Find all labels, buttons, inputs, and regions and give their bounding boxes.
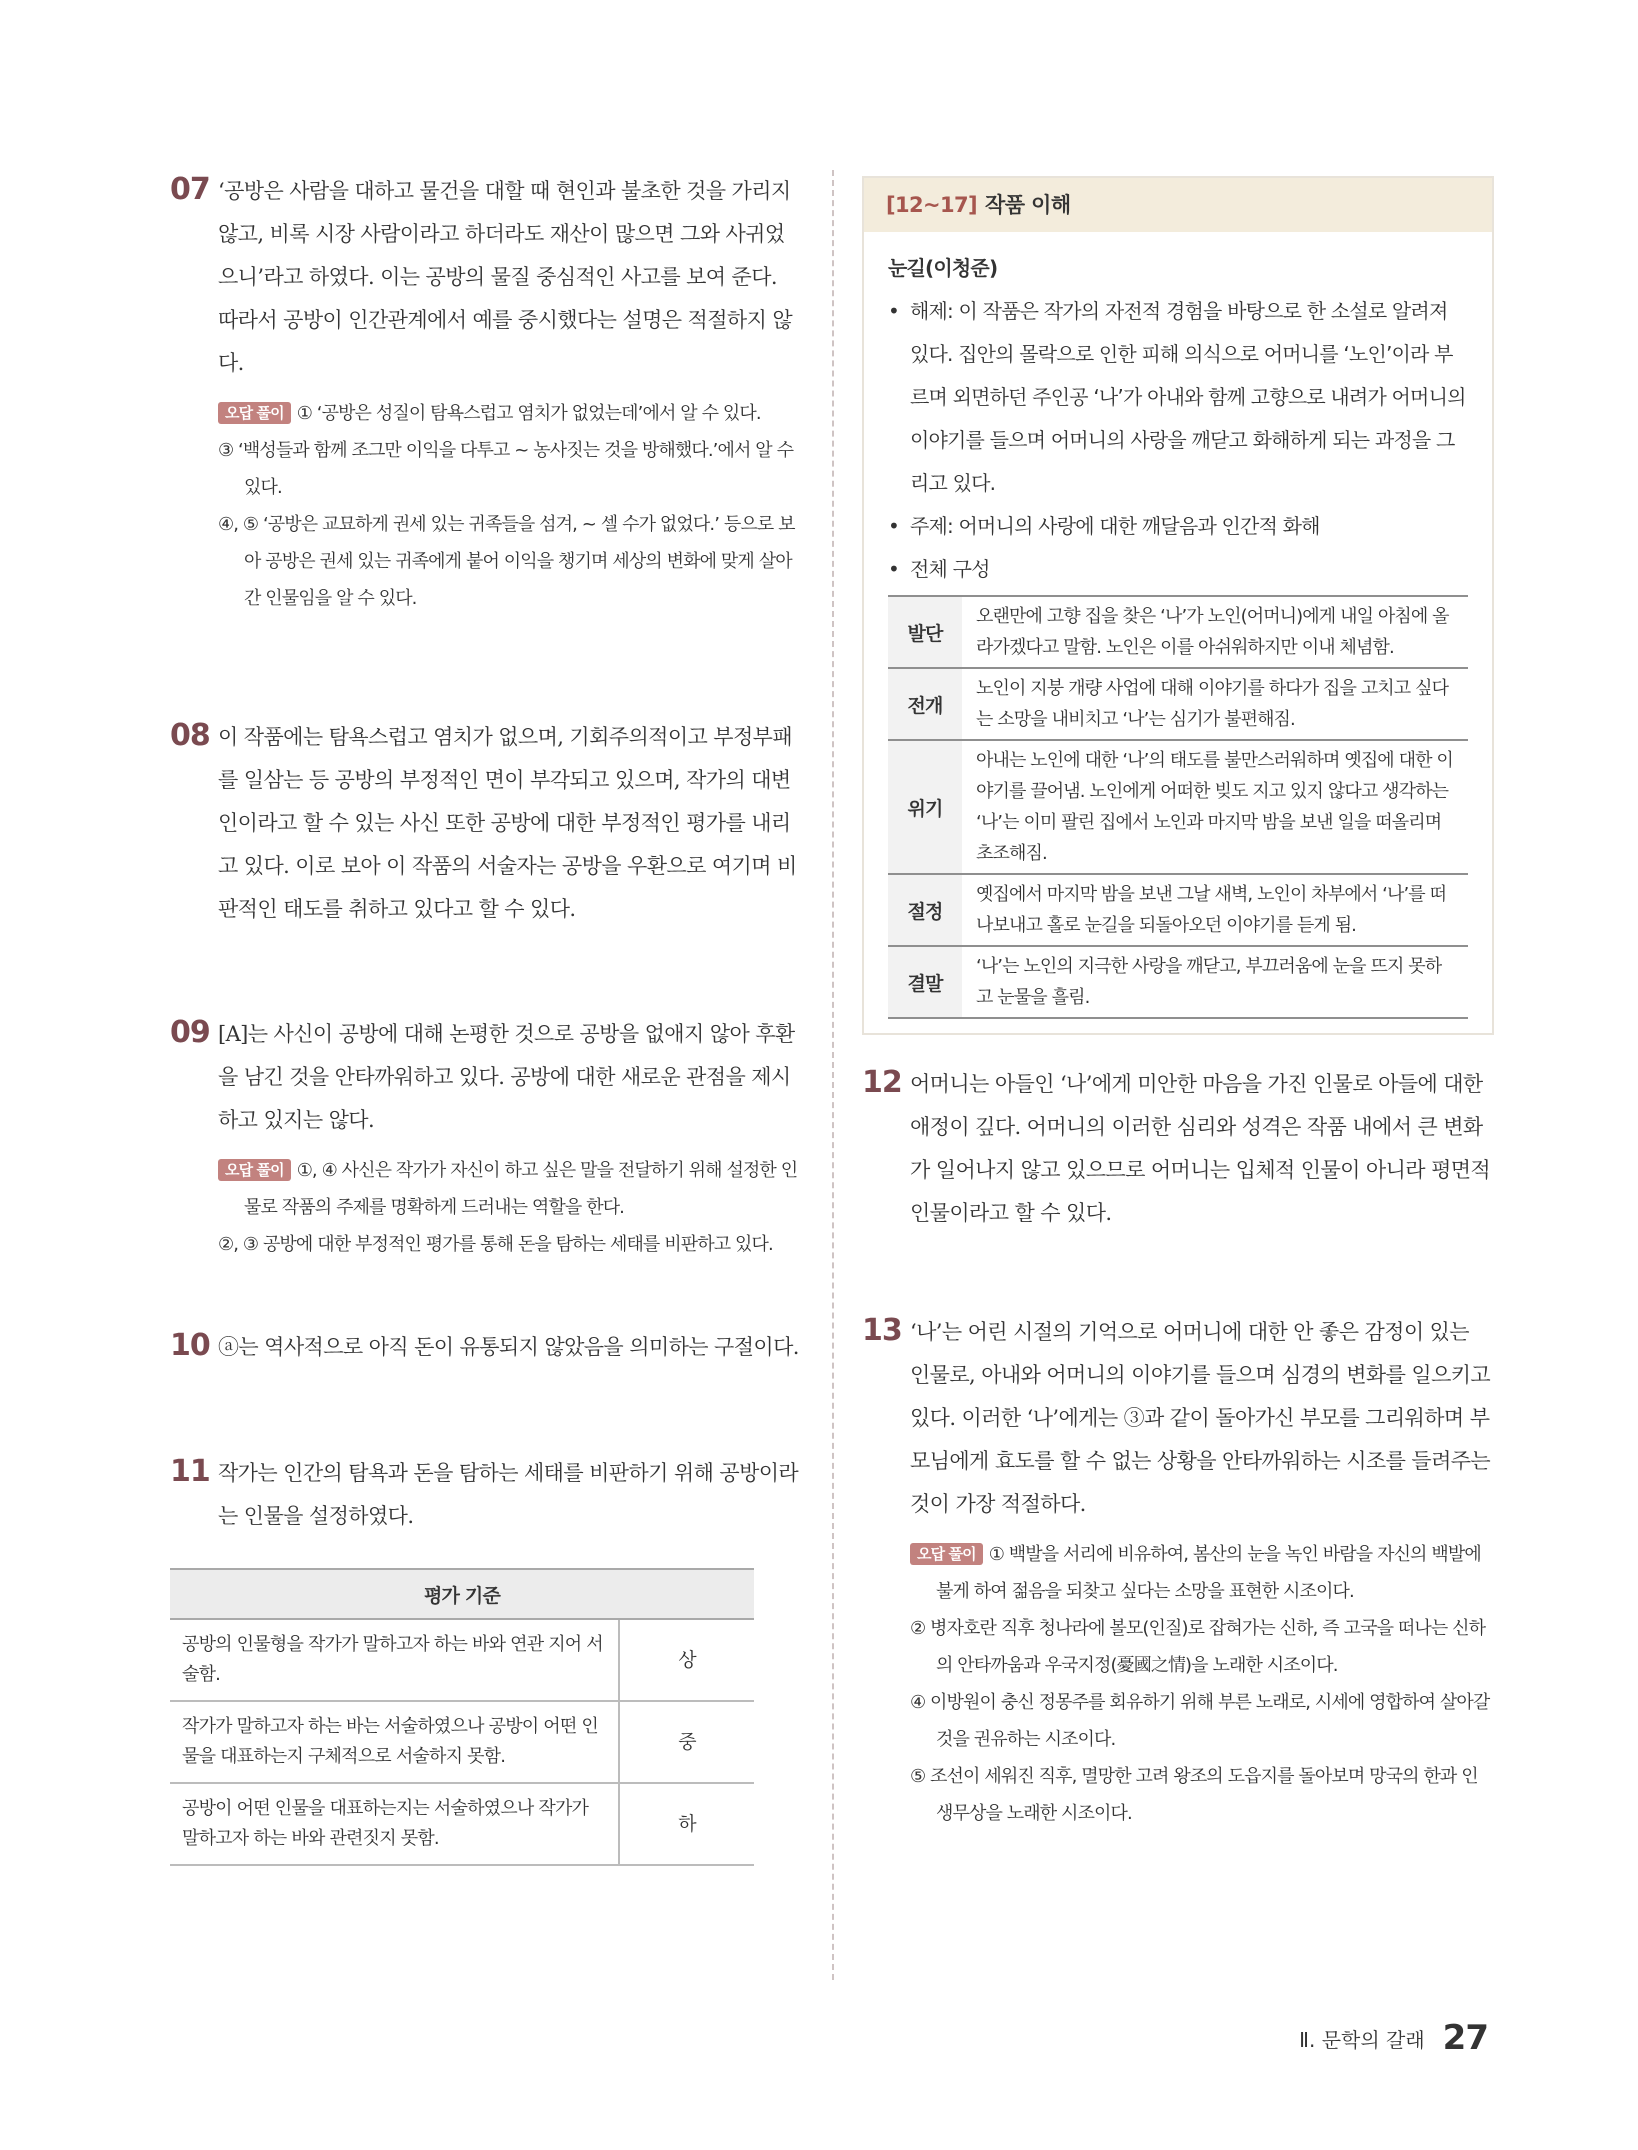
question-range: [12~17]	[886, 193, 978, 217]
stage-cell: 위기	[888, 740, 962, 874]
explanation-item: ④, ⑤ ‘공방은 교묘하게 권세 있는 귀족들을 섬겨, ~ 셀 수가 없었다.’ 등으로 보아 공방은 권세 있는 귀족에게 붙어 이익을 챙기며 세상의 변화에 맞게 살아간 인물임을 알 수 있다.	[218, 514, 795, 609]
theme: 주제: 어머니의 사랑에 대한 깨달음과 인간적 화해	[910, 514, 1320, 538]
explanation-item: ⑤ 조선이 세워진 직후, 멸망한 고려 왕조의 도읍지를 돌아보며 망국의 한과 인생무상을 노래한 시조이다.	[910, 1766, 1478, 1824]
question-text: 어머니는 아들인 ‘나’에게 미안한 마음을 가진 인물로 아들에 대한 애정이 깊다. 어머니의 이러한 심리와 성격은 작품 내에서 큰 변화가 일어나지 않고 있으므로 어머니는 입체적 인물이 아니라 평면적 인물이라고 할 수 있다.	[910, 1072, 1491, 1225]
question-number: 12	[862, 1065, 902, 1100]
explanation-item: ① ‘공방은 성질이 탐욕스럽고 염치가 없었는데’에서 알 수 있다.	[296, 403, 761, 424]
question-text: ‘공방은 사람을 대하고 물건을 대할 때 현인과 불초한 것을 가리지 않고, 비록 시장 사람이라고 하더라도 재산이 많으면 그와 사귀었으니’라고 하였다. 이는 공방의 물질 중심적인 사고를 보여 준다. 따라서 공방이 인간관계에서 예를 중시했다는 설명은 적절하지 않다.	[218, 179, 793, 375]
grade-cell: 상	[619, 1619, 754, 1701]
stage-desc: 오랜만에 고향 집을 찾은 ‘나’가 노인(어머니)에게 내일 아침에 올라가겠다고 말함. 노인은 이를 아쉬워하지만 이내 체념함.	[976, 606, 1449, 658]
page-footer	[1299, 2018, 1488, 2058]
table-row	[888, 874, 1468, 946]
page-number: 27	[1442, 2018, 1488, 2058]
question-10	[170, 1326, 802, 1452]
wrong-answer-explanation	[218, 395, 802, 617]
criterion-cell: 작가가 말하고자 하는 바는 서술하였으나 공방이 어떤 인물을 대표하는지 구체적으로 서술하지 못함.	[170, 1701, 619, 1783]
bullet-icon: •	[888, 557, 899, 581]
work-title: 눈길(이청준)	[888, 256, 998, 280]
evaluation-table	[170, 1568, 754, 1866]
question-09	[170, 1013, 802, 1326]
work-understanding-box	[862, 176, 1494, 1035]
question-text: [A]는 사신이 공방에 대해 논평한 것으로 공방을 없애지 않아 후환을 남긴 것을 안타까워하고 있다. 공방에 대한 새로운 관점을 제시하고 있지는 않다.	[218, 1022, 795, 1132]
explanation-item: ④ 이방원이 충신 정몽주를 회유하기 위해 부른 노래로, 시세에 영합하여 살아갈 것을 권유하는 시조이다.	[910, 1692, 1490, 1750]
commentary: 해제: 이 작품은 작가의 자전적 경험을 바탕으로 한 소설로 알려져 있다. 집안의 몰락으로 인한 피해 의식으로 어머니를 ‘노인’이라 부르며 외면하던 주인공 ‘나’가 아내와 함께 고향으로 내려가 어머니의 이야기를 들으며 어머니의 사랑을 깨닫고 화해하게 되는 과정을 그리고 있다.	[910, 299, 1466, 495]
question-07	[170, 170, 802, 716]
evaluation-table-header: 평가 기준	[170, 1569, 754, 1619]
question-text: 작가는 인간의 탐욕과 돈을 탐하는 세태를 비판하기 위해 공방이라는 인물을 설정하였다.	[218, 1461, 799, 1528]
table-row	[170, 1783, 754, 1865]
stage-cell: 발단	[888, 596, 962, 668]
wrong-answer-explanation	[218, 1152, 802, 1263]
section-title: Ⅱ. 문학의 갈래	[1299, 2027, 1425, 2052]
criterion-cell: 공방의 인물형을 작가가 말하고자 하는 바와 연관 지어 서술함.	[170, 1619, 619, 1701]
wrong-answer-explanation	[910, 1536, 1494, 1832]
question-number: 07	[170, 172, 210, 207]
question-13	[862, 1311, 1494, 1832]
question-08	[170, 716, 802, 1013]
left-column	[170, 170, 802, 1866]
grade-cell: 하	[619, 1783, 754, 1865]
stage-desc: 아내는 노인에 대한 ‘나’의 태도를 불만스러워하며 옛집에 대한 이야기를 끌어냄. 노인에게 어떠한 빚도 지고 있지 않다고 생각하는 ‘나’는 이미 팔린 집에서 노인과 마지막 밤을 보낸 일을 떠올리며 초조해짐.	[976, 750, 1453, 864]
explanation-item: ③ ‘백성들과 함께 조그만 이익을 다투고 ~ 농사짓는 것을 방해했다.’에서 알 수 있다.	[218, 440, 794, 498]
explanation-item: ①, ④ 사신은 작가가 자신이 하고 싶은 말을 전달하기 위해 설정한 인물로 작품의 주제를 명확하게 드러내는 역할을 한다.	[244, 1160, 798, 1218]
question-text: 이 작품에는 탐욕스럽고 염치가 없으며, 기회주의적이고 부정부패를 일삼는 등 공방의 부정적인 면이 부각되고 있으며, 작가의 대변인이라고 할 수 있는 사신 또한 공방에 대한 부정적인 평가를 내리고 있다. 이로 보아 이 작품의 서술자는 공방을 우환으로 여기며 비판적인 태도를 취하고 있다고 할 수 있다.	[218, 725, 797, 921]
question-11	[170, 1452, 802, 1866]
question-12	[862, 1063, 1494, 1311]
stage-desc: 노인이 지붕 개량 사업에 대해 이야기를 하다가 집을 고치고 싶다는 소망을 내비치고 ‘나’는 심기가 불편해짐.	[976, 678, 1449, 730]
column-divider	[832, 170, 834, 1980]
stage-cell: 절정	[888, 874, 962, 946]
question-number: 11	[170, 1454, 210, 1489]
question-number: 08	[170, 718, 210, 753]
table-row	[888, 668, 1468, 740]
box-header	[864, 178, 1492, 232]
table-row	[170, 1619, 754, 1701]
question-number: 10	[170, 1328, 210, 1363]
wrong-answer-badge: 오답 풀이	[910, 1543, 983, 1565]
question-text: ⓐ는 역사적으로 아직 돈이 유통되지 않았음을 의미하는 구절이다.	[218, 1335, 799, 1359]
explanation-item: ② 병자호란 직후 청나라에 볼모(인질)로 잡혀가는 신하, 즉 고국을 떠나는 신하의 안타까움과 우국지정(憂國之情)을 노래한 시조이다.	[910, 1618, 1486, 1676]
question-number: 09	[170, 1015, 210, 1050]
wrong-answer-badge: 오답 풀이	[218, 402, 291, 424]
table-row	[888, 740, 1468, 874]
right-column	[862, 176, 1494, 1832]
grade-cell: 중	[619, 1701, 754, 1783]
table-row	[170, 1701, 754, 1783]
criterion-cell: 공방이 어떤 인물을 대표하는지는 서술하였으나 작가가 말하고자 하는 바와 관련짓지 못함.	[170, 1783, 619, 1865]
bullet-icon: •	[888, 299, 899, 323]
bullet-icon: •	[888, 514, 899, 538]
stage-desc: 옛집에서 마지막 밤을 보낸 그날 새벽, 노인이 차부에서 ‘나’를 떠나보내고 홀로 눈길을 되돌아오던 이야기를 듣게 됨.	[976, 884, 1447, 936]
stage-cell: 결말	[888, 946, 962, 1018]
question-number: 13	[862, 1313, 902, 1348]
table-row	[888, 946, 1468, 1018]
box-title: 작품 이해	[985, 193, 1071, 217]
wrong-answer-badge: 오답 풀이	[218, 1159, 291, 1181]
structure-table	[888, 595, 1468, 1019]
table-row	[888, 596, 1468, 668]
stage-desc: ‘나’는 노인의 지극한 사랑을 깨닫고, 부끄러움에 눈을 뜨지 못하고 눈물을 흘림.	[976, 956, 1442, 1008]
question-text: ‘나’는 어린 시절의 기억으로 어머니에 대한 안 좋은 감정이 있는 인물로, 아내와 어머니의 이야기를 들으며 심경의 변화를 일으키고 있다. 이러한 ‘나’에게는 ③과 같이 돌아가신 부모를 그리워하며 부모님에게 효도를 할 수 없는 상황을 안타까워하는 시조를 들려주는 것이 가장 적절하다.	[910, 1320, 1491, 1516]
explanation-item: ① 백발을 서리에 비유하여, 봄산의 눈을 녹인 바람을 자신의 백발에 불게 하여 젊음을 되찾고 싶다는 소망을 표현한 시조이다.	[936, 1544, 1481, 1602]
structure-label: 전체 구성	[910, 557, 990, 581]
explanation-item: ②, ③ 공방에 대한 부정적인 평가를 통해 돈을 탐하는 세태를 비판하고 있다.	[218, 1234, 773, 1255]
stage-cell: 전개	[888, 668, 962, 740]
